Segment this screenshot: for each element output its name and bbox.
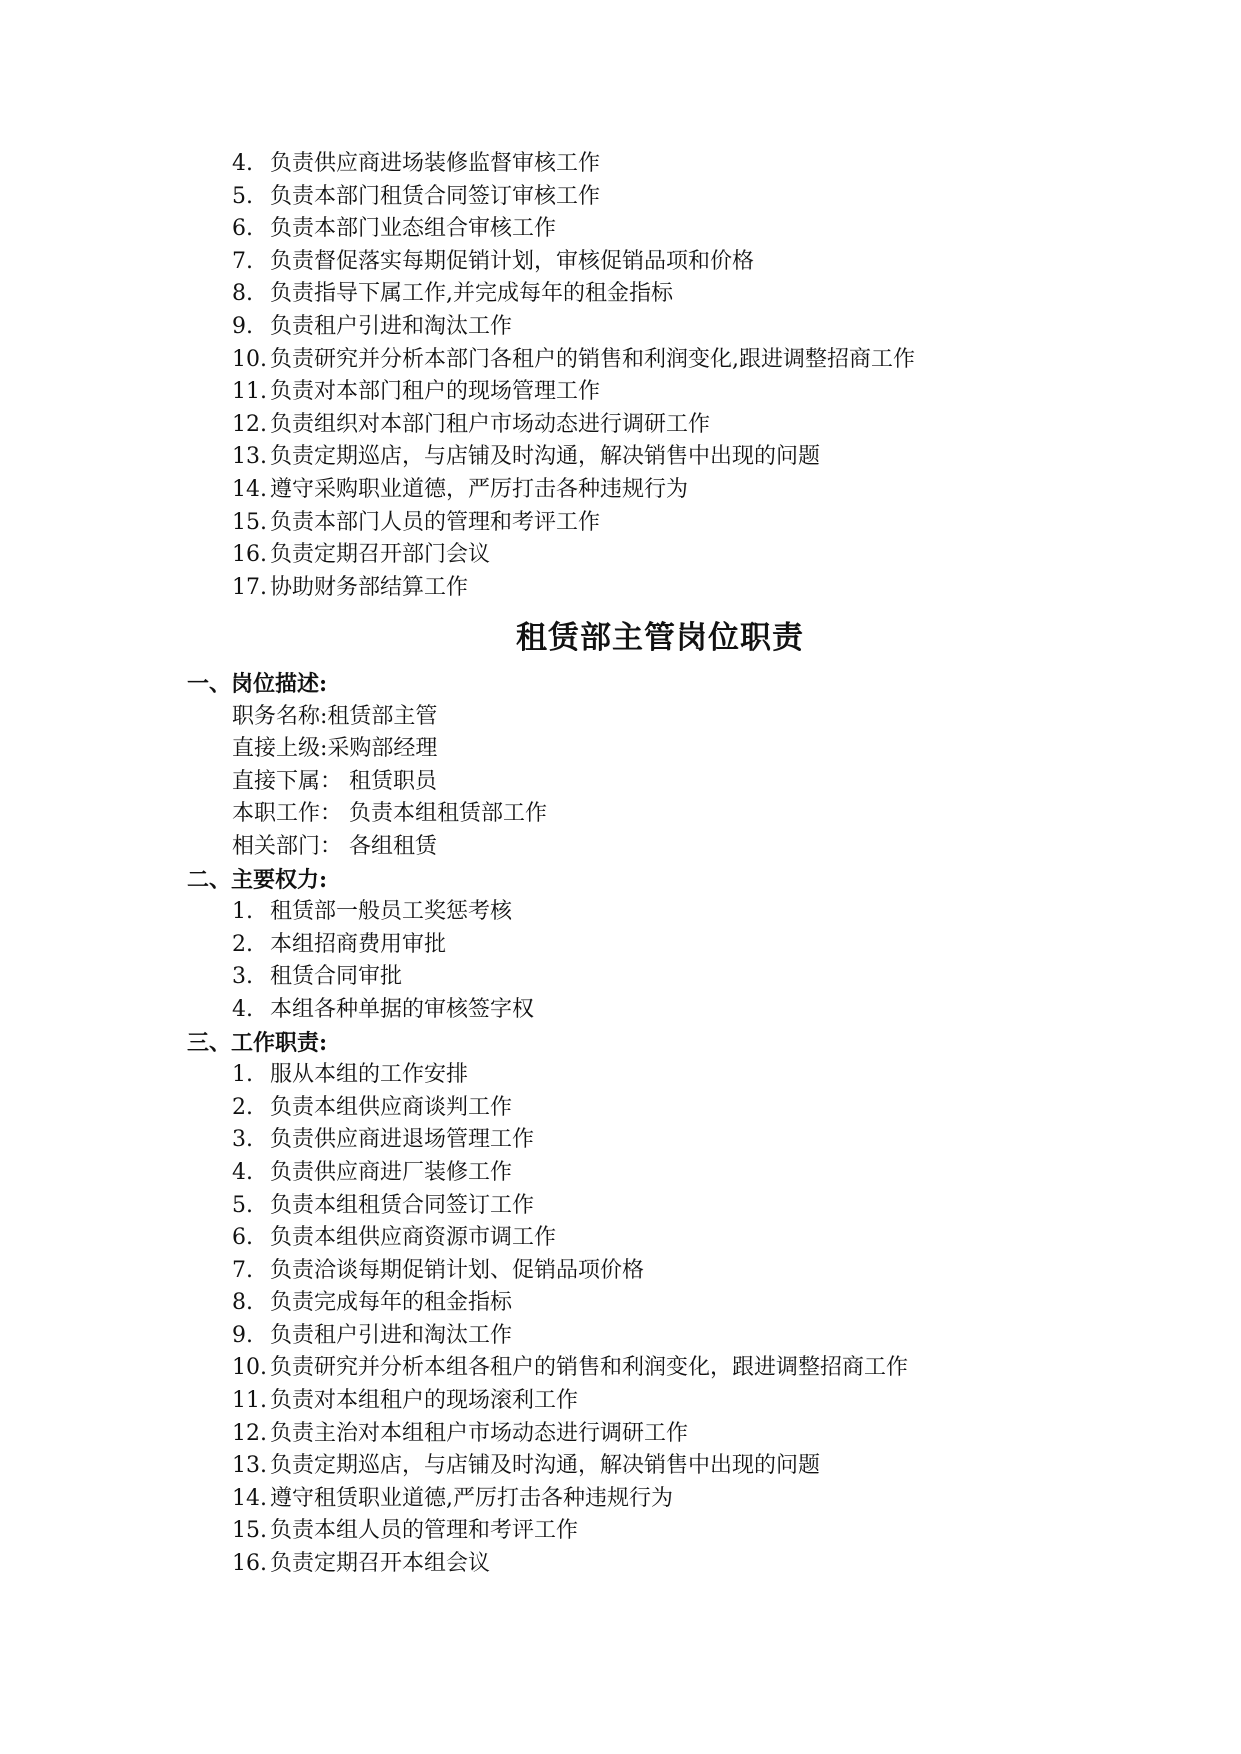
item-text: 协助财务部结算工作 — [270, 574, 469, 600]
item-text: 负责洽谈每期促销计划、促销品项价格 — [270, 1257, 645, 1283]
item-text: 负责本组供应商谈判工作 — [270, 1094, 513, 1120]
item-text: 负责研究并分析本部门各租户的销售和利润变化,跟进调整招商工作 — [270, 346, 915, 372]
item-text: 负责本部门业态组合审核工作 — [270, 216, 557, 242]
item-text: 负责本部门人员的管理和考评工作 — [270, 509, 601, 535]
list-item — [0, 344, 1241, 377]
item-text: 负责本组供应商资源市调工作 — [270, 1225, 557, 1251]
list-item — [0, 213, 1241, 246]
item-number: 12. — [232, 411, 267, 437]
item-number: 11. — [232, 379, 267, 405]
item-text: 负责供应商进退场管理工作 — [270, 1127, 535, 1153]
item-text: 负责本组租赁合同签订工作 — [270, 1192, 535, 1218]
item-text: 负责租户引进和淘汰工作 — [270, 1322, 513, 1348]
list-item — [0, 246, 1241, 279]
item-text: 负责定期召开部门会议 — [270, 542, 491, 568]
item-number: 14. — [232, 1485, 267, 1511]
item-number: 6. — [232, 1225, 253, 1251]
list-item — [0, 994, 1241, 1027]
item-number: 4. — [232, 1159, 253, 1185]
item-number: 12. — [232, 1420, 267, 1446]
list-item — [0, 1418, 1241, 1451]
item-number: 10. — [232, 1355, 267, 1381]
list-item — [0, 1320, 1241, 1353]
item-text: 本组招商费用审批 — [270, 931, 447, 957]
list-item — [0, 1255, 1241, 1288]
description-line: 直接上级:采购部经理 — [232, 736, 438, 762]
item-text: 租赁部一般员工奖惩考核 — [270, 899, 513, 925]
item-text: 负责对本部门租户的现场管理工作 — [270, 379, 601, 405]
item-number: 1. — [232, 1062, 253, 1088]
item-text: 负责定期召开本组会议 — [270, 1551, 491, 1577]
list-item — [0, 1515, 1241, 1548]
list-item — [0, 148, 1241, 181]
list-item — [0, 572, 1241, 605]
item-number: 4. — [232, 151, 253, 176]
item-text: 负责组织对本部门租户市场动态进行调研工作 — [270, 411, 711, 437]
list-item — [0, 441, 1241, 474]
list-item — [0, 1450, 1241, 1483]
item-number: 2. — [232, 931, 253, 957]
item-text: 负责本部门租赁合同签订审核工作 — [270, 183, 601, 209]
item-number: 5. — [232, 1192, 253, 1218]
list-item — [0, 896, 1241, 929]
list-item — [0, 1548, 1241, 1581]
item-number: 5. — [232, 183, 253, 209]
list-item — [0, 539, 1241, 572]
description-line: 相关部门： 各组租赁 — [232, 833, 437, 859]
list-item — [0, 1222, 1241, 1255]
list-item — [0, 929, 1241, 962]
item-text: 服从本组的工作安排 — [270, 1062, 469, 1088]
list-item — [0, 376, 1241, 409]
previous-duties-list — [0, 148, 1241, 604]
section-heading-duties: 三、工作职责: — [187, 1029, 328, 1056]
list-item — [0, 507, 1241, 540]
item-number: 6. — [232, 216, 253, 242]
item-number: 15. — [232, 509, 267, 535]
description-line: 本职工作： 负责本组租赁部工作 — [232, 801, 547, 827]
item-number: 13. — [232, 1453, 267, 1479]
list-item — [0, 1483, 1241, 1516]
item-text: 负责租户引进和淘汰工作 — [270, 313, 513, 339]
item-text: 租赁合同审批 — [270, 964, 403, 990]
item-text: 负责研究并分析本组各租户的销售和利润变化，跟进调整招商工作 — [270, 1355, 909, 1381]
item-number: 2. — [232, 1094, 253, 1120]
description-line: 直接下属： 租赁职员 — [232, 768, 437, 794]
page-title: 租赁部主管岗位职责 — [516, 620, 804, 656]
list-item — [0, 181, 1241, 214]
item-number: 11. — [232, 1388, 267, 1414]
item-text: 遵守采购职业道德，严厉打击各种违规行为 — [270, 476, 689, 502]
list-item — [0, 961, 1241, 994]
list-item — [0, 1124, 1241, 1157]
list-item — [0, 278, 1241, 311]
item-text: 负责本组人员的管理和考评工作 — [270, 1518, 579, 1544]
item-text: 负责指导下属工作,并完成每年的租金指标 — [270, 281, 673, 307]
item-number: 1. — [232, 899, 253, 925]
list-item — [0, 311, 1241, 344]
list-item — [0, 409, 1241, 442]
item-number: 8. — [232, 281, 253, 307]
item-text: 负责定期巡店，与店铺及时沟通，解决销售中出现的问题 — [270, 1453, 821, 1479]
description-line: 职务名称:租赁部主管 — [232, 703, 438, 729]
list-item — [0, 1190, 1241, 1223]
list-item — [0, 1157, 1241, 1190]
item-number: 15. — [232, 1518, 267, 1544]
list-item — [0, 1287, 1241, 1320]
item-number: 8. — [232, 1290, 253, 1316]
section-heading-description: 一、岗位描述: — [187, 671, 328, 697]
item-text: 遵守租赁职业道德,严厉打击各种违规行为 — [270, 1485, 673, 1511]
item-text: 负责完成每年的租金指标 — [270, 1290, 513, 1316]
item-number: 14. — [232, 476, 267, 502]
list-item — [0, 474, 1241, 507]
item-text: 负责督促落实每期促销计划，审核促销品项和价格 — [270, 248, 755, 274]
item-number: 4. — [232, 996, 253, 1022]
item-text: 负责对本组租户的现场滚利工作 — [270, 1388, 579, 1414]
item-number: 9. — [232, 313, 253, 339]
list-item — [0, 1092, 1241, 1125]
list-item — [0, 1352, 1241, 1385]
item-number: 13. — [232, 444, 267, 470]
item-text: 负责主治对本组租户市场动态进行调研工作 — [270, 1420, 689, 1446]
section-heading-powers: 二、主要权力: — [187, 866, 328, 893]
item-text: 本组各种单据的审核签字权 — [270, 996, 535, 1022]
item-number: 9. — [232, 1322, 253, 1348]
item-number: 16. — [232, 542, 267, 568]
item-number: 7. — [232, 248, 253, 274]
document-body — [0, 668, 1241, 1581]
item-number: 3. — [232, 964, 253, 990]
item-text: 负责供应商进厂装修工作 — [270, 1159, 513, 1185]
list-item — [0, 1385, 1241, 1418]
item-text: 负责供应商进场装修监督审核工作 — [270, 151, 601, 176]
item-number: 7. — [232, 1257, 253, 1283]
list-item — [0, 1059, 1241, 1092]
item-text: 负责定期巡店，与店铺及时沟通，解决销售中出现的问题 — [270, 444, 821, 470]
item-number: 17. — [232, 574, 267, 600]
item-number: 16. — [232, 1551, 267, 1577]
item-number: 10. — [232, 346, 267, 372]
item-number: 3. — [232, 1127, 253, 1153]
